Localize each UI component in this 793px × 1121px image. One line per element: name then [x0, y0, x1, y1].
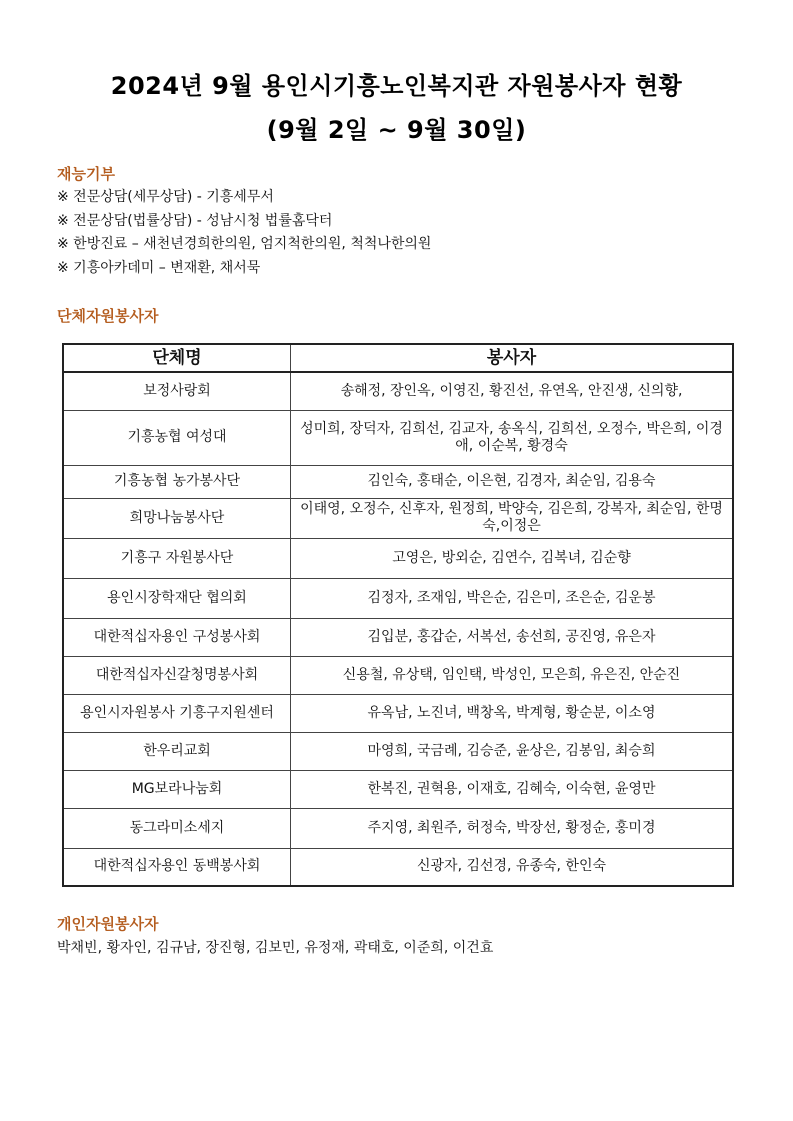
table-row — [63, 538, 733, 578]
table-row — [63, 808, 733, 848]
column-header-org: 단체명 — [63, 344, 291, 372]
volunteers-cell: 송해정, 장인옥, 이영진, 황진선, 유연옥, 안진생, 신의향, — [291, 372, 734, 410]
volunteers-cell: 신광자, 김선경, 유종숙, 한인숙 — [291, 848, 734, 886]
table-row — [63, 770, 733, 808]
table-row — [63, 694, 733, 732]
talent-item: ※ 한방진료 – 새천년경희한의원, 엄지척한의원, 척척나한의원 — [57, 236, 432, 252]
volunteers-cell: 김정자, 조재임, 박은순, 김은미, 조은순, 김운봉 — [291, 578, 734, 618]
page-title: 2024년 9월 용인시기흥노인복지관 자원봉사자 현황 — [110, 72, 683, 100]
org-name-cell: 용인시장학재단 협의회 — [63, 578, 291, 618]
talent-item: ※ 전문상담(세무상담) - 기흥세무서 — [57, 189, 274, 205]
org-name-cell: 기흥농협 농가봉사단 — [63, 465, 291, 498]
page-subtitle-period: (9월 2일 ~ 9월 30일) — [266, 116, 527, 144]
table-row — [63, 618, 733, 656]
table-row — [63, 656, 733, 694]
talent-donation-heading: 재능기부 — [57, 165, 115, 183]
table-row — [63, 732, 733, 770]
volunteers-cell: 이태영, 오정수, 신후자, 원정희, 박양숙, 김은희, 강복자, 최순임, 한명숙,이정은 — [291, 498, 734, 538]
individual-volunteers-heading: 개인자원봉사자 — [57, 915, 159, 933]
table-row — [63, 465, 733, 498]
volunteers-cell: 주지영, 최원주, 허정숙, 박장선, 황정순, 홍미경 — [291, 808, 734, 848]
org-name-cell: 기흥구 자원봉사단 — [63, 538, 291, 578]
volunteers-cell: 마영희, 국금례, 김승준, 윤상은, 김봉임, 최승희 — [291, 732, 734, 770]
org-name-cell: 대한적십자용인 구성봉사회 — [63, 618, 291, 656]
org-name-cell: 희망나눔봉사단 — [63, 498, 291, 538]
talent-item: ※ 기흥아카데미 – 변재환, 채서묵 — [57, 259, 261, 276]
volunteers-cell: 고영은, 방외순, 김연수, 김복녀, 김순향 — [291, 538, 734, 578]
table-row — [63, 848, 733, 886]
org-name-cell: 용인시자원봉사 기흥구지원센터 — [63, 694, 291, 732]
org-name-cell: MG보라나눔회 — [63, 770, 291, 808]
individual-volunteers-names: 박채빈, 황자인, 김규남, 장진형, 김보민, 유정재, 곽태호, 이준희, 이건효 — [57, 940, 494, 956]
table-row — [63, 498, 733, 538]
org-name-cell: 보정사랑회 — [63, 372, 291, 410]
group-volunteers-heading: 단체자원봉사자 — [57, 307, 159, 325]
volunteers-cell: 한복진, 권혁용, 이재호, 김혜숙, 이숙현, 윤영만 — [291, 770, 734, 808]
volunteers-cell: 신용철, 유상택, 임인택, 박성인, 모은희, 유은진, 안순진 — [291, 656, 734, 694]
table-row — [63, 410, 733, 465]
talent-item: ※ 전문상담(법률상담) - 성남시청 법률홈닥터 — [57, 212, 333, 229]
table-header-row — [63, 344, 733, 372]
table-row — [63, 578, 733, 618]
table-row — [63, 372, 733, 410]
volunteers-cell: 김인숙, 홍태순, 이은현, 김경자, 최순임, 김용숙 — [291, 465, 734, 498]
column-header-volunteers: 봉사자 — [291, 344, 734, 372]
org-name-cell: 기흥농협 여성대 — [63, 410, 291, 465]
group-volunteers-table — [62, 343, 734, 887]
volunteers-cell: 성미희, 장덕자, 김희선, 김교자, 송옥식, 김희선, 오정수, 박은희, 이경애, 이순복, 황경숙 — [291, 410, 734, 465]
talent-donation-list — [57, 186, 431, 280]
org-name-cell: 대한적십자용인 동백봉사회 — [63, 848, 291, 886]
org-name-cell: 대한적십자신갈청명봉사회 — [63, 656, 291, 694]
org-name-cell: 한우리교회 — [63, 732, 291, 770]
volunteers-cell: 유옥남, 노진녀, 백창옥, 박계형, 황순분, 이소영 — [291, 694, 734, 732]
org-name-cell: 동그라미소세지 — [63, 808, 291, 848]
volunteers-cell: 김입분, 홍갑순, 서복선, 송선희, 공진영, 유은자 — [291, 618, 734, 656]
